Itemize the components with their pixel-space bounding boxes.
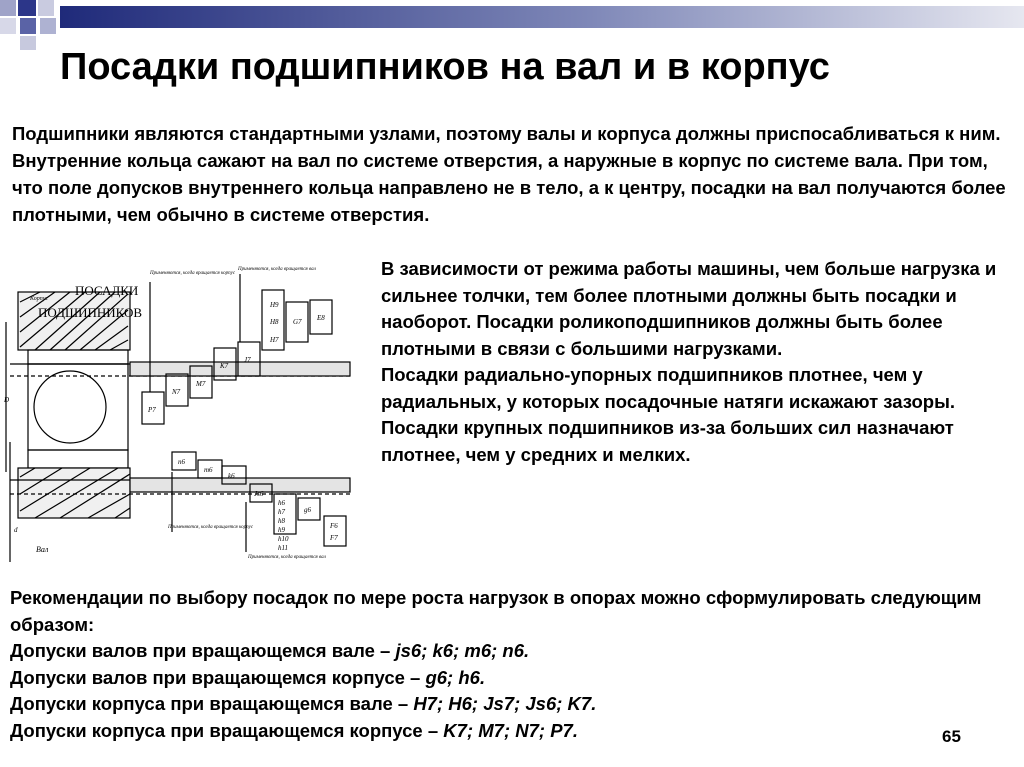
paragraph: В зависимости от режима работы машины, чем больше нагрузка и сильнее толчки, тем более плотными должны быть посадки и наоборот. Посадки роликоподшипников должны быть более плотными в связи с большими нагрузками. bbox=[381, 258, 997, 359]
callout-label: Применяются, когда вращается вал bbox=[238, 267, 316, 272]
paragraph: Посадки крупных подшипников из-за больших сил назначают плотнее, чем у средних и мелких. bbox=[381, 417, 954, 465]
fit-label: H9 bbox=[270, 301, 279, 309]
item-label: Допуски корпуса при вращающемся вале – bbox=[10, 693, 414, 714]
fit-label: F7 bbox=[330, 534, 338, 542]
item-value: g6; h6. bbox=[425, 666, 486, 688]
fit-label: h7 bbox=[278, 508, 285, 516]
fit-label: k6 bbox=[228, 472, 235, 480]
dimension-label: d bbox=[14, 526, 18, 534]
callout-label: Применяются, когда вращается вал bbox=[248, 555, 326, 560]
housing-label: Корпус bbox=[30, 296, 49, 302]
fit-label: K7 bbox=[220, 362, 229, 370]
list-item bbox=[10, 665, 1010, 692]
fit-label: m6 bbox=[204, 466, 213, 474]
fit-label: Js6 bbox=[254, 490, 264, 498]
item-value: js6; k6; m6; n6. bbox=[395, 640, 530, 661]
fit-label: n6 bbox=[178, 458, 185, 466]
fit-label: J7 bbox=[244, 356, 251, 364]
dimension-label: D bbox=[4, 396, 10, 404]
fit-label: h9 bbox=[278, 526, 285, 534]
recommendations bbox=[10, 585, 1010, 744]
bearing-fits-diagram bbox=[0, 262, 378, 580]
header-decoration bbox=[0, 0, 1024, 50]
intro-paragraph: Подшипники являются стандартными узлами, поэтому валы и корпуса должны приспосабливаться к ним. Внутренние кольца сажают на вал по системе отверстия, а наружные в корпус по системе вала. При том, что поле допусков внутреннего кольца направлено не в тело, а к центру, посадки на вал получаются более плотными, чем обычно в системе отверстия. bbox=[12, 123, 1006, 225]
callout-label: Применяются, когда вращается корпус bbox=[168, 525, 254, 530]
item-label: Допуски валов при вращающемся корпусе – bbox=[10, 666, 426, 688]
item-label: Допуски валов при вращающемся вале – bbox=[10, 640, 396, 661]
fit-label: G7 bbox=[293, 318, 302, 326]
list-item bbox=[10, 638, 1010, 665]
diagram-caption: ПОДШИПНИКОВ bbox=[38, 305, 143, 320]
fit-label: F6 bbox=[330, 522, 338, 530]
page-title: Посадки подшипников на вал и в корпус bbox=[60, 46, 830, 88]
list-item bbox=[10, 718, 1010, 745]
fit-label: N7 bbox=[172, 388, 181, 396]
fit-label: H7 bbox=[270, 336, 279, 344]
fit-label: M7 bbox=[196, 380, 206, 388]
item-label: Допуски корпуса при вращающемся корпусе – bbox=[10, 719, 444, 741]
fit-label: h8 bbox=[278, 517, 285, 525]
diagram-caption: ПОСАДКИ bbox=[75, 283, 139, 298]
item-value: H7; H6; Js7; Js6; K7. bbox=[413, 693, 597, 714]
fit-label: h10 bbox=[278, 535, 289, 543]
paragraph: Посадки радиально-упорных подшипников плотнее, чем у радиальных, у которых посадочные натяги искажают зазоры. bbox=[381, 364, 956, 412]
fit-label: g6 bbox=[304, 506, 311, 514]
list-item bbox=[10, 691, 1010, 718]
page-number: 65 bbox=[942, 727, 961, 746]
fit-label: h11 bbox=[278, 544, 288, 552]
shaft-label: Вал bbox=[36, 545, 49, 554]
callout-label: Применяются, когда вращается корпус bbox=[150, 271, 236, 276]
fit-label: P7 bbox=[148, 406, 156, 414]
recommendations-intro: Рекомендации по выбору посадок по мере роста нагрузок в опорах можно сформулировать следующим образом: bbox=[10, 587, 982, 635]
load-explanation bbox=[381, 256, 1021, 468]
fit-label: H8 bbox=[270, 318, 279, 326]
item-value: K7; M7; N7; P7. bbox=[443, 719, 578, 741]
fit-label: E8 bbox=[317, 314, 325, 322]
fit-label: h6 bbox=[278, 499, 285, 507]
